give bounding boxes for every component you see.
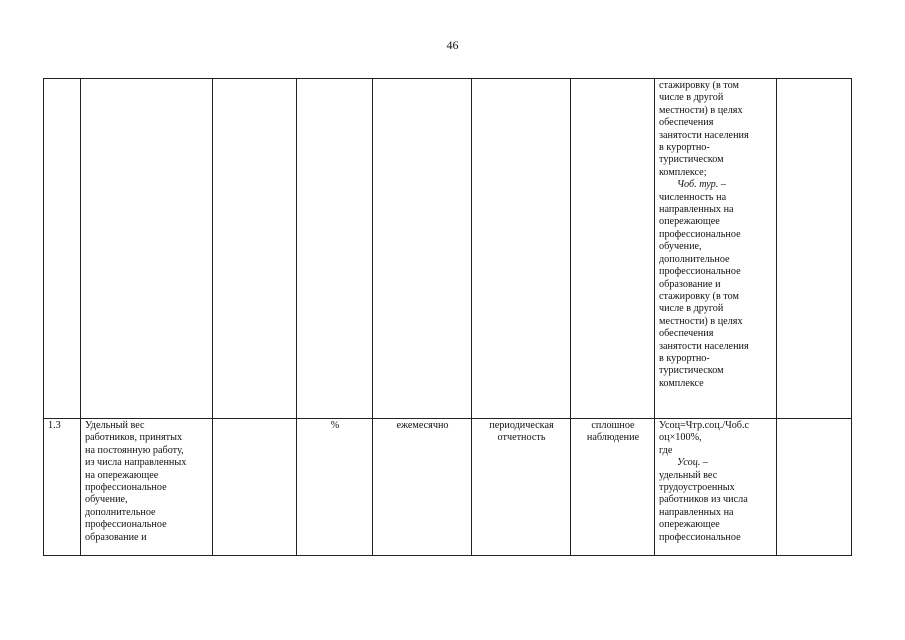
text-line: на постоянную работу, (85, 444, 184, 456)
text-line: обеспечения (659, 117, 714, 129)
text-line: профессиональное (85, 482, 167, 494)
text-line: комплексе; (659, 166, 707, 178)
unit-cell: % (297, 419, 373, 556)
text-line: туристическом (659, 154, 724, 166)
text-line: периодическая (489, 420, 554, 431)
text-line: местности) в целях (659, 104, 743, 116)
last-column-cell (777, 79, 852, 419)
text-line: где (659, 444, 673, 456)
periodicity-cell (373, 79, 472, 419)
text-line: занятости населения (659, 340, 749, 352)
text-line: профессиональное (85, 519, 167, 531)
text-line: опережающее (659, 519, 720, 531)
text-line: числе в другой (659, 92, 724, 104)
text-line: из числа направленных (85, 457, 187, 469)
text-line: обеспечения (659, 328, 714, 340)
text-line: комплексе (659, 377, 704, 389)
indicator-name-cell (81, 419, 213, 556)
source-cell (472, 79, 571, 419)
text-line: местности) в целях (659, 315, 743, 327)
indicator-name-cell (81, 79, 213, 419)
text-line: стажировку (в том (659, 290, 739, 302)
row-number-cell (44, 79, 81, 419)
row-number-cell: 1.3 (44, 419, 81, 556)
text-line: отчетность (497, 432, 546, 444)
periodicity-cell: ежемесячно (373, 419, 472, 556)
text-line: сплошное (591, 420, 635, 431)
text-line: направленных на (659, 506, 734, 518)
page-number: 46 (446, 38, 459, 52)
text-line: профессиональное (659, 228, 741, 240)
text-line: в курортно- (659, 352, 710, 364)
text-line: занятости населения (659, 129, 749, 141)
column-3-cell (213, 79, 297, 419)
text-line: наблюдение (586, 432, 640, 444)
source-cell (472, 419, 571, 556)
text-line: образование и (659, 278, 721, 290)
formula-cell (655, 419, 777, 556)
text-line: Усоц=Чтр.соц./Чоб.с (659, 420, 750, 431)
text-line: направленных на (659, 204, 734, 216)
text-line: в курортно- (659, 142, 710, 154)
text-line: стажировку (в том (659, 80, 739, 91)
text-line: образование и (85, 531, 147, 543)
text-line: трудоустроенных (659, 482, 735, 494)
text-line: дополнительное (659, 253, 730, 265)
text-line: Усоц. – (677, 457, 709, 469)
text-line: обучение, (659, 241, 702, 253)
text-line: оц×100%, (659, 432, 702, 444)
text-line: Чоб. тур. – (677, 179, 726, 191)
last-column-cell (777, 419, 852, 556)
text-line: численность на (659, 191, 727, 203)
text-line: профессиональное (659, 266, 741, 278)
text-line: профессиональное (659, 531, 741, 543)
text-line: работников, принятых (85, 432, 183, 444)
table-row (44, 419, 852, 556)
text-line: туристическом (659, 365, 724, 377)
method-cell (571, 79, 655, 419)
text-line: опережающее (659, 216, 720, 228)
text-line: удельный вес (659, 469, 718, 481)
text-line: числе в другой (659, 303, 724, 315)
method-cell (571, 419, 655, 556)
formula-cell (655, 79, 777, 419)
indicators-table (43, 78, 852, 556)
table-row (44, 79, 852, 419)
text-line: работников из числа (659, 494, 748, 506)
text-line: дополнительное (85, 506, 156, 518)
unit-cell (297, 79, 373, 419)
text-line: Удельный вес (85, 420, 145, 431)
column-3-cell (213, 419, 297, 556)
text-line: обучение, (85, 494, 128, 506)
text-line: на опережающее (85, 469, 159, 481)
